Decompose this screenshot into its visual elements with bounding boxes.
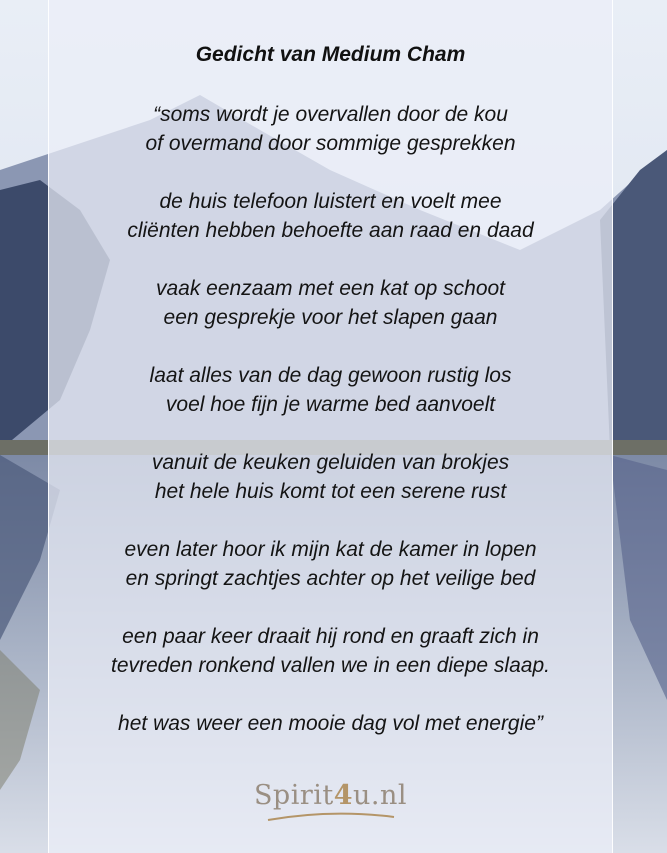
poem-title: Gedicht van Medium Cham [195, 43, 466, 66]
logo-part-spirit: Spirit [253, 780, 334, 811]
stanza [49, 535, 612, 593]
stanza [49, 274, 612, 332]
poem-line: een gesprekje voor het slapen gaan [163, 306, 498, 329]
poem-line: vanuit de keuken geluiden van brokjes [151, 451, 510, 474]
stanza [49, 361, 612, 419]
poem-line: voel hoe fijn je warme bed aanvoelt [165, 393, 496, 416]
poem-body [49, 100, 612, 767]
poem-line: laat alles van de dag gewoon rustig los [149, 364, 512, 387]
poem-line: cliënten hebben behoefte aan raad en daad [127, 219, 534, 242]
stanza [49, 100, 612, 158]
swoosh-icon [266, 811, 396, 823]
poem-line: “soms wordt je overvallen door de kou [153, 103, 508, 126]
logo-part-4: 4 [333, 780, 354, 811]
stanza [49, 448, 612, 506]
poem-line: het was weer een mooie dag vol met energie” [118, 712, 543, 735]
poem-line: tevreden ronkend vallen we in een diepe slaap. [111, 654, 550, 677]
poem-line: het hele huis komt tot een serene rust [154, 480, 507, 503]
stanza [49, 709, 612, 738]
poem-line: de huis telefoon luistert en voelt mee [159, 190, 502, 213]
stanza [49, 187, 612, 245]
poem-line: en springt zachtjes achter op het veilige bed [125, 567, 536, 590]
spirit4u-logo[interactable] [49, 780, 612, 823]
stanza [49, 622, 612, 680]
poem-line: of overmand door sommige gesprekken [145, 132, 516, 155]
logo-part-unl: u.nl [353, 780, 408, 811]
poem-line: een paar keer draait hij rond en graaft zich in [122, 625, 539, 648]
poem-line: vaak eenzaam met een kat op schoot [155, 277, 506, 300]
logo-text [254, 780, 407, 811]
poem-panel [48, 0, 613, 853]
poem-line: even later hoor ik mijn kat de kamer in lopen [124, 538, 537, 561]
